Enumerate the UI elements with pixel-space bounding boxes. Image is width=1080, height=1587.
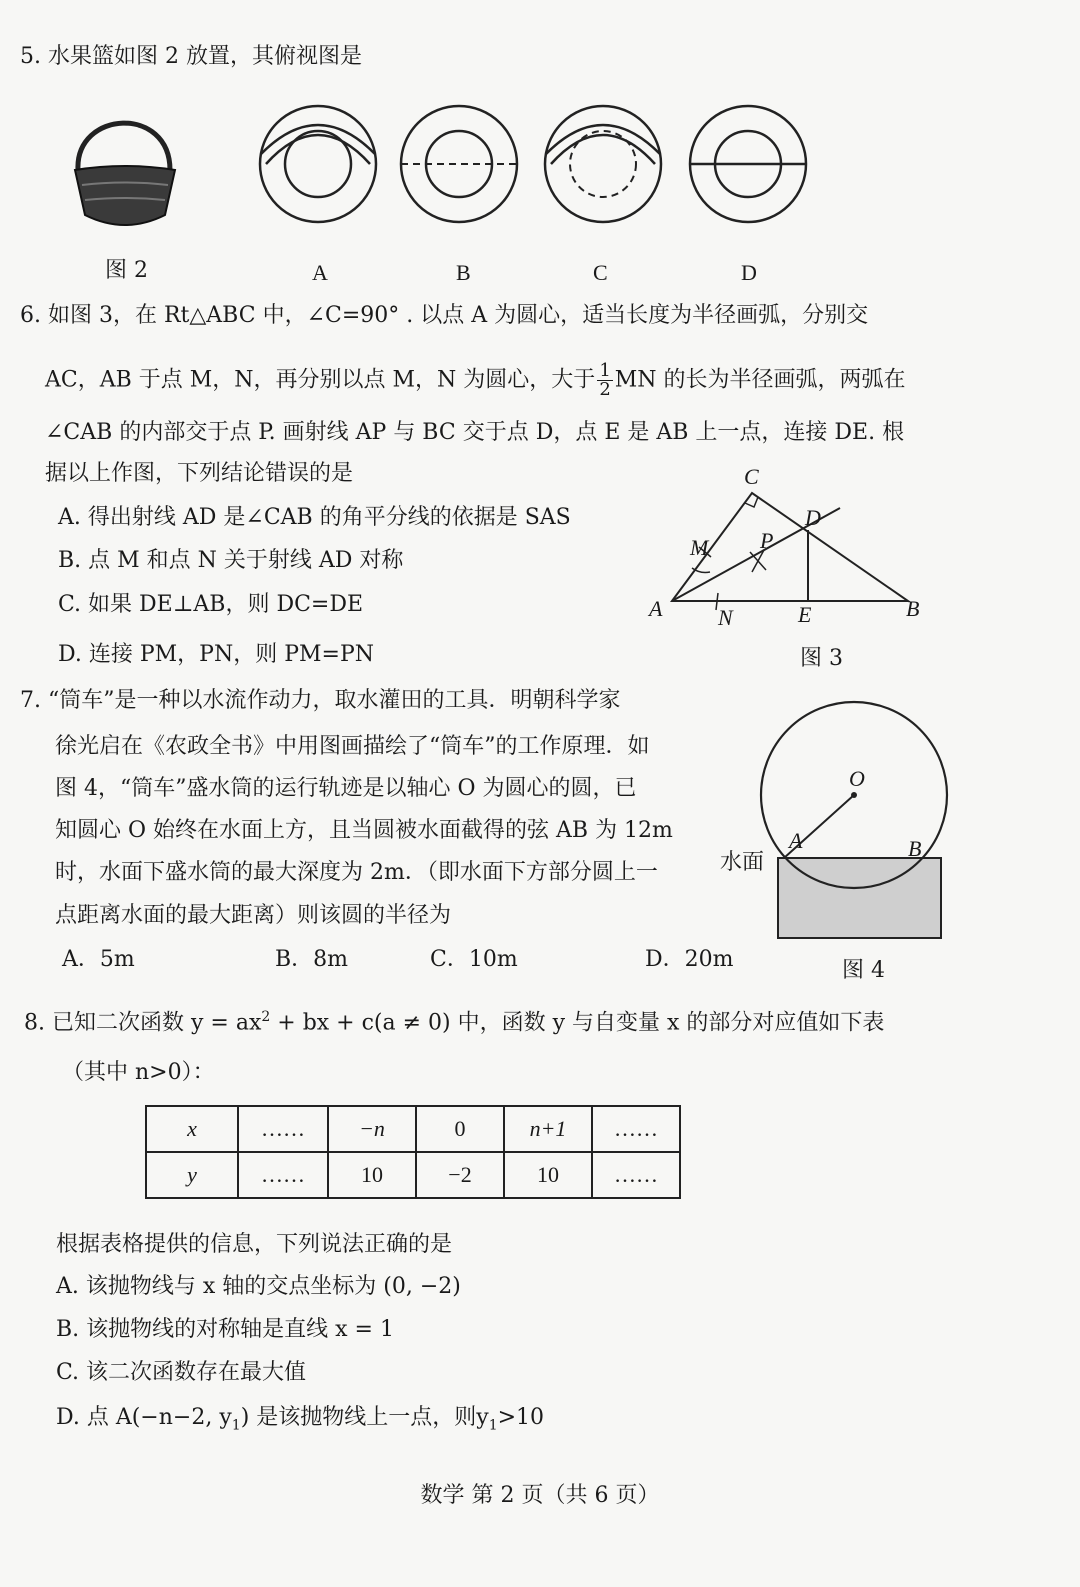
point-a-chord-label: A <box>789 828 803 853</box>
fraction-denominator: 2 <box>599 379 611 400</box>
option-b-figure <box>399 104 519 224</box>
point-b-chord-label: B <box>908 836 922 861</box>
point-n-label: N <box>718 605 733 630</box>
point-a-label: A <box>649 596 663 621</box>
exponent: 2 <box>261 1009 271 1025</box>
q6-line1: 6. 如图 3，在 Rt△ABC 中，∠C=90° . 以点 A 为圆心，适当长度为半径画弧，分别交 <box>20 303 869 328</box>
q8-option-c: C. 该二次函数存在最大值 <box>56 1360 307 1385</box>
q6-line4: 据以上作图，下列结论错误的是 <box>45 461 354 486</box>
q7-line5: 时，水面下盛水筒的最大深度为 2m．（即水面下方部分圆上一 <box>55 860 658 885</box>
q6-option-b: B. 点 M 和点 N 关于射线 AD 对称 <box>58 548 404 573</box>
page-footer: 数学 第 2 页（共 6 页） <box>420 1483 660 1508</box>
q8-line1 <box>24 1004 884 1036</box>
value-table <box>145 1105 681 1199</box>
table-row-y <box>146 1152 680 1198</box>
q6-option-d: D. 连接 PM，PN，则 PM=PN <box>58 642 375 667</box>
q7-option-c: C．10m <box>430 947 518 972</box>
q8-line1-b: + bx + c(a ≠ 0) 中，函数 y 与自变量 x 的部分对应值如下表 <box>270 1010 885 1036</box>
q8-option-d-a: D. 点 A(−n−2, y <box>56 1405 232 1430</box>
q7-option-a: A．5m <box>62 947 135 972</box>
fig2-label: 图 2 <box>105 258 148 283</box>
q7-line4: 知圆心 O 始终在水面上方，且当圆被水面截得的弦 AB 为 12m <box>55 818 673 843</box>
option-b-label: B <box>456 260 471 285</box>
q6-option-a: A. 得出射线 AD 是∠CAB 的角平分线的依据是 SAS <box>58 505 571 530</box>
q6-line2-b: MN 的长为半径画弧，两弧在 <box>614 367 906 393</box>
option-c-figure <box>543 104 663 224</box>
point-e-label: E <box>798 602 812 627</box>
figure-4-waterwheel <box>760 700 960 945</box>
q6-line3: ∠CAB 的内部交于点 P. 画射线 AP 与 BC 交于点 D，点 E 是 AB 上一点，连接 DE. 根 <box>45 420 905 445</box>
q6-option-c: C. 如果 DE⊥AB，则 DC=DE <box>58 592 364 617</box>
table-cell: y <box>146 1152 238 1198</box>
fraction-numerator: 1 <box>599 360 611 381</box>
q8-option-d-c: >10 <box>497 1405 545 1430</box>
point-m-label: M <box>690 535 709 560</box>
fig4-label: 图 4 <box>842 958 885 983</box>
option-d-figure <box>688 104 808 224</box>
option-a-label: A <box>312 260 328 285</box>
table-row-x <box>146 1106 680 1152</box>
q8-option-d <box>56 1405 544 1438</box>
table-cell: x <box>146 1106 238 1152</box>
table-cell: …… <box>592 1106 680 1152</box>
table-cell: …… <box>238 1106 328 1152</box>
subscript: 1 <box>488 1417 498 1434</box>
fig3-label: 图 3 <box>800 646 843 671</box>
half-fraction <box>597 362 612 399</box>
q6-line2-a: AC，AB 于点 M，N，再分别以点 M，N 为圆心，大于 <box>45 367 596 393</box>
table-cell: …… <box>238 1152 328 1198</box>
point-p-label: P <box>760 528 774 553</box>
water-surface-label: 水面 <box>720 850 765 875</box>
point-c-label: C <box>744 464 759 489</box>
q8-option-a: A. 该抛物线与 x 轴的交点坐标为 (0, −2) <box>56 1274 461 1299</box>
q8-prompt: 根据表格提供的信息，下列说法正确的是 <box>56 1232 453 1257</box>
table-cell: 10 <box>504 1152 592 1198</box>
table-cell: 10 <box>328 1152 416 1198</box>
q5-stem: 5. 水果篮如图 2 放置，其俯视图是 <box>20 44 362 69</box>
table-cell: …… <box>592 1152 680 1198</box>
option-d-label: D <box>741 260 757 285</box>
option-c-label: C <box>593 260 608 285</box>
table-cell: 0 <box>416 1106 504 1152</box>
q7-line6: 点距离水面的最大距离）则该圆的半径为 <box>55 903 452 928</box>
table-cell: −2 <box>416 1152 504 1198</box>
q7-line1: 7. “筒车”是一种以水流作动力，取水灌田的工具．明朝科学家 <box>20 688 621 713</box>
q8-option-b: B. 该抛物线的对称轴是直线 x = 1 <box>56 1317 394 1342</box>
q7-option-b: B．8m <box>275 947 349 972</box>
q7-option-d: D．20m <box>645 947 734 972</box>
basket-figure <box>70 100 180 235</box>
point-b-label: B <box>906 596 920 621</box>
q6-line2 <box>45 362 906 399</box>
table-cell: n+1 <box>504 1106 592 1152</box>
q8-option-d-b: ) 是该抛物线上一点，则y <box>240 1405 489 1430</box>
table-cell: −n <box>328 1106 416 1152</box>
q7-line2: 徐光启在《农政全书》中用图画描绘了“筒车”的工作原理．如 <box>55 734 650 759</box>
q7-line3: 图 4，“筒车”盛水筒的运行轨迹是以轴心 O 为圆心的圆，已 <box>55 776 637 801</box>
q8-line2: （其中 n>0）： <box>62 1060 215 1085</box>
option-a-figure <box>258 104 378 224</box>
subscript: 1 <box>231 1417 241 1434</box>
point-d-label: D <box>805 505 821 530</box>
q8-line1-a: 8. 已知二次函数 y = ax <box>24 1010 262 1036</box>
figure-3-triangle <box>640 460 940 630</box>
point-o-label: O <box>849 766 865 791</box>
